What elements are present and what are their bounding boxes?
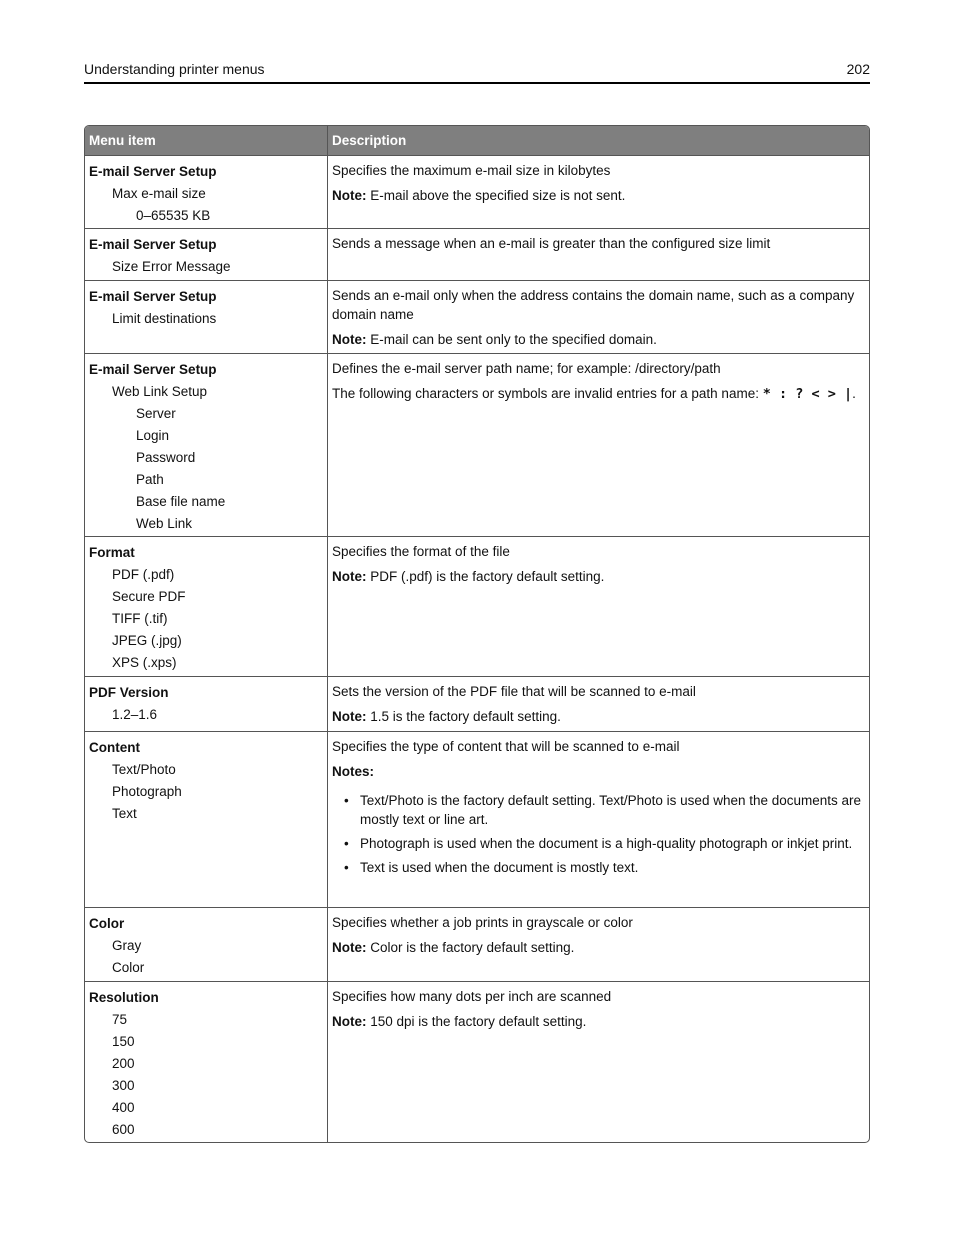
notes-list bbox=[332, 791, 865, 877]
note bbox=[332, 186, 865, 205]
list-item bbox=[332, 858, 865, 877]
menu-title: Resolution bbox=[89, 990, 159, 1005]
sentence-end: . bbox=[852, 386, 856, 401]
menu-item: 600 bbox=[112, 1122, 135, 1137]
table-row bbox=[85, 731, 869, 907]
note-label: Note: bbox=[332, 569, 367, 584]
bullet-icon: • bbox=[344, 836, 349, 851]
header-title: Understanding printer menus bbox=[84, 61, 265, 77]
menu-title: E-mail Server Setup bbox=[89, 164, 217, 179]
menu-title: E-mail Server Setup bbox=[89, 362, 217, 377]
bullet-text: Photograph is used when the document is a high-quality photograph or inkjet print. bbox=[360, 836, 853, 851]
list-item bbox=[332, 834, 865, 853]
menu-subitem: Web Link bbox=[136, 516, 193, 531]
menu-item: Text bbox=[112, 806, 137, 821]
description-text: Specifies whether a job prints in grayscale or color bbox=[332, 915, 633, 930]
note-text: 150 dpi is the factory default setting. bbox=[366, 1014, 587, 1029]
note bbox=[332, 567, 865, 586]
table-row bbox=[85, 536, 869, 676]
menu-item: Web Link Setup bbox=[112, 384, 208, 399]
menu-item: Gray bbox=[112, 938, 142, 953]
page-number: 202 bbox=[846, 61, 870, 77]
menu-title: E-mail Server Setup bbox=[89, 289, 217, 304]
note bbox=[332, 707, 865, 726]
bullet-text: Text is used when the document is mostly text. bbox=[360, 860, 639, 875]
menu-item: JPEG (.jpg) bbox=[112, 633, 182, 648]
description-text: Defines the e-mail server path name; for example: /directory/path bbox=[332, 361, 721, 376]
page-header bbox=[84, 58, 870, 84]
menu-title: PDF Version bbox=[89, 685, 169, 700]
description-cell bbox=[328, 732, 869, 907]
table-row bbox=[85, 353, 869, 536]
description-text: Sets the version of the PDF file that will be scanned to e-mail bbox=[332, 684, 696, 699]
bullet-text: Text/Photo is the factory default setting. Text/Photo is used when the documents are mostly text or line art. bbox=[360, 793, 862, 827]
menu-cell bbox=[85, 537, 328, 676]
description-cell bbox=[328, 229, 869, 280]
description-text bbox=[332, 384, 865, 404]
list-item bbox=[332, 791, 865, 829]
menu-item: 200 bbox=[112, 1056, 135, 1071]
description-cell bbox=[328, 677, 869, 731]
menu-item: Max e-mail size bbox=[112, 186, 206, 201]
column-header-menu-item: Menu item bbox=[85, 126, 328, 155]
description-cell bbox=[328, 281, 869, 353]
menu-title: E-mail Server Setup bbox=[89, 237, 217, 252]
description-cell bbox=[328, 982, 869, 1142]
menu-cell bbox=[85, 354, 328, 536]
description-text: Specifies the type of content that will be scanned to e-mail bbox=[332, 739, 680, 754]
table-row bbox=[85, 155, 869, 228]
description-cell bbox=[328, 537, 869, 676]
description-cell bbox=[328, 354, 869, 536]
menu-item: PDF (.pdf) bbox=[112, 567, 175, 582]
menu-item: Limit destinations bbox=[112, 311, 217, 326]
menu-title: Format bbox=[89, 545, 135, 560]
description-cell bbox=[328, 908, 869, 981]
menu-subitem: Password bbox=[136, 450, 196, 465]
menu-item: 150 bbox=[112, 1034, 135, 1049]
note-label: Note: bbox=[332, 709, 367, 724]
menu-cell bbox=[85, 281, 328, 353]
note-label: Note: bbox=[332, 940, 367, 955]
menu-cell bbox=[85, 677, 328, 731]
menu-item: 75 bbox=[112, 1012, 128, 1027]
description-text: Specifies the format of the file bbox=[332, 544, 510, 559]
menu-title: Color bbox=[89, 916, 125, 931]
menu-item: Text/Photo bbox=[112, 762, 176, 777]
description-text: Sends a message when an e-mail is greater than the configured size limit bbox=[332, 236, 771, 251]
table-row bbox=[85, 280, 869, 353]
menu-item: Photograph bbox=[112, 784, 182, 799]
note-text: 1.5 is the factory default setting. bbox=[366, 709, 561, 724]
menu-cell bbox=[85, 732, 328, 907]
description-text: Specifies the maximum e-mail size in kilobytes bbox=[332, 163, 611, 178]
menu-item: 1.2–1.6 bbox=[112, 707, 158, 722]
menu-cell bbox=[85, 229, 328, 280]
menu-item: Secure PDF bbox=[112, 589, 186, 604]
table-row bbox=[85, 907, 869, 981]
menu-cell bbox=[85, 156, 328, 228]
note bbox=[332, 938, 865, 957]
note-label: Note: bbox=[332, 188, 367, 203]
menu-value: 0–65535 KB bbox=[136, 208, 211, 223]
table-row bbox=[85, 676, 869, 731]
menu-cell bbox=[85, 982, 328, 1142]
invalid-chars-text: The following characters or symbols are invalid entries for a path name: bbox=[332, 386, 759, 401]
note-text: Color is the factory default setting. bbox=[366, 940, 575, 955]
menu-subitem: Server bbox=[136, 406, 176, 421]
menu-item: TIFF (.tif) bbox=[112, 611, 168, 626]
description-text: Sends an e-mail only when the address contains the domain name, such as a company domain name bbox=[332, 288, 855, 322]
menu-item: 400 bbox=[112, 1100, 135, 1115]
note bbox=[332, 330, 865, 349]
bullet-icon: • bbox=[344, 793, 349, 808]
menu-subitem: Path bbox=[136, 472, 164, 487]
note-text: E-mail can be sent only to the specified domain. bbox=[366, 332, 657, 347]
menu-item: XPS (.xps) bbox=[112, 655, 177, 670]
menu-item: Color bbox=[112, 960, 145, 975]
menu-table bbox=[84, 125, 870, 1143]
menu-subitem: Base file name bbox=[136, 494, 226, 509]
notes-label: Notes: bbox=[332, 764, 375, 779]
note-text: PDF (.pdf) is the factory default setting. bbox=[366, 569, 605, 584]
description-cell bbox=[328, 156, 869, 228]
menu-item: 300 bbox=[112, 1078, 135, 1093]
note-label: Note: bbox=[332, 332, 367, 347]
column-header-description: Description bbox=[332, 133, 407, 148]
menu-item: Size Error Message bbox=[112, 259, 231, 274]
menu-cell bbox=[85, 908, 328, 981]
note bbox=[332, 1012, 865, 1031]
invalid-symbols: * : ? < > | bbox=[762, 386, 853, 402]
table-row bbox=[85, 981, 869, 1142]
menu-subitem: Login bbox=[136, 428, 170, 443]
table-row bbox=[85, 228, 869, 280]
bullet-icon: • bbox=[344, 860, 349, 875]
note-label: Note: bbox=[332, 1014, 367, 1029]
table-header-row bbox=[85, 126, 869, 155]
menu-title: Content bbox=[89, 740, 140, 755]
note-text: E-mail above the specified size is not sent. bbox=[366, 188, 626, 203]
description-text: Specifies how many dots per inch are scanned bbox=[332, 989, 612, 1004]
